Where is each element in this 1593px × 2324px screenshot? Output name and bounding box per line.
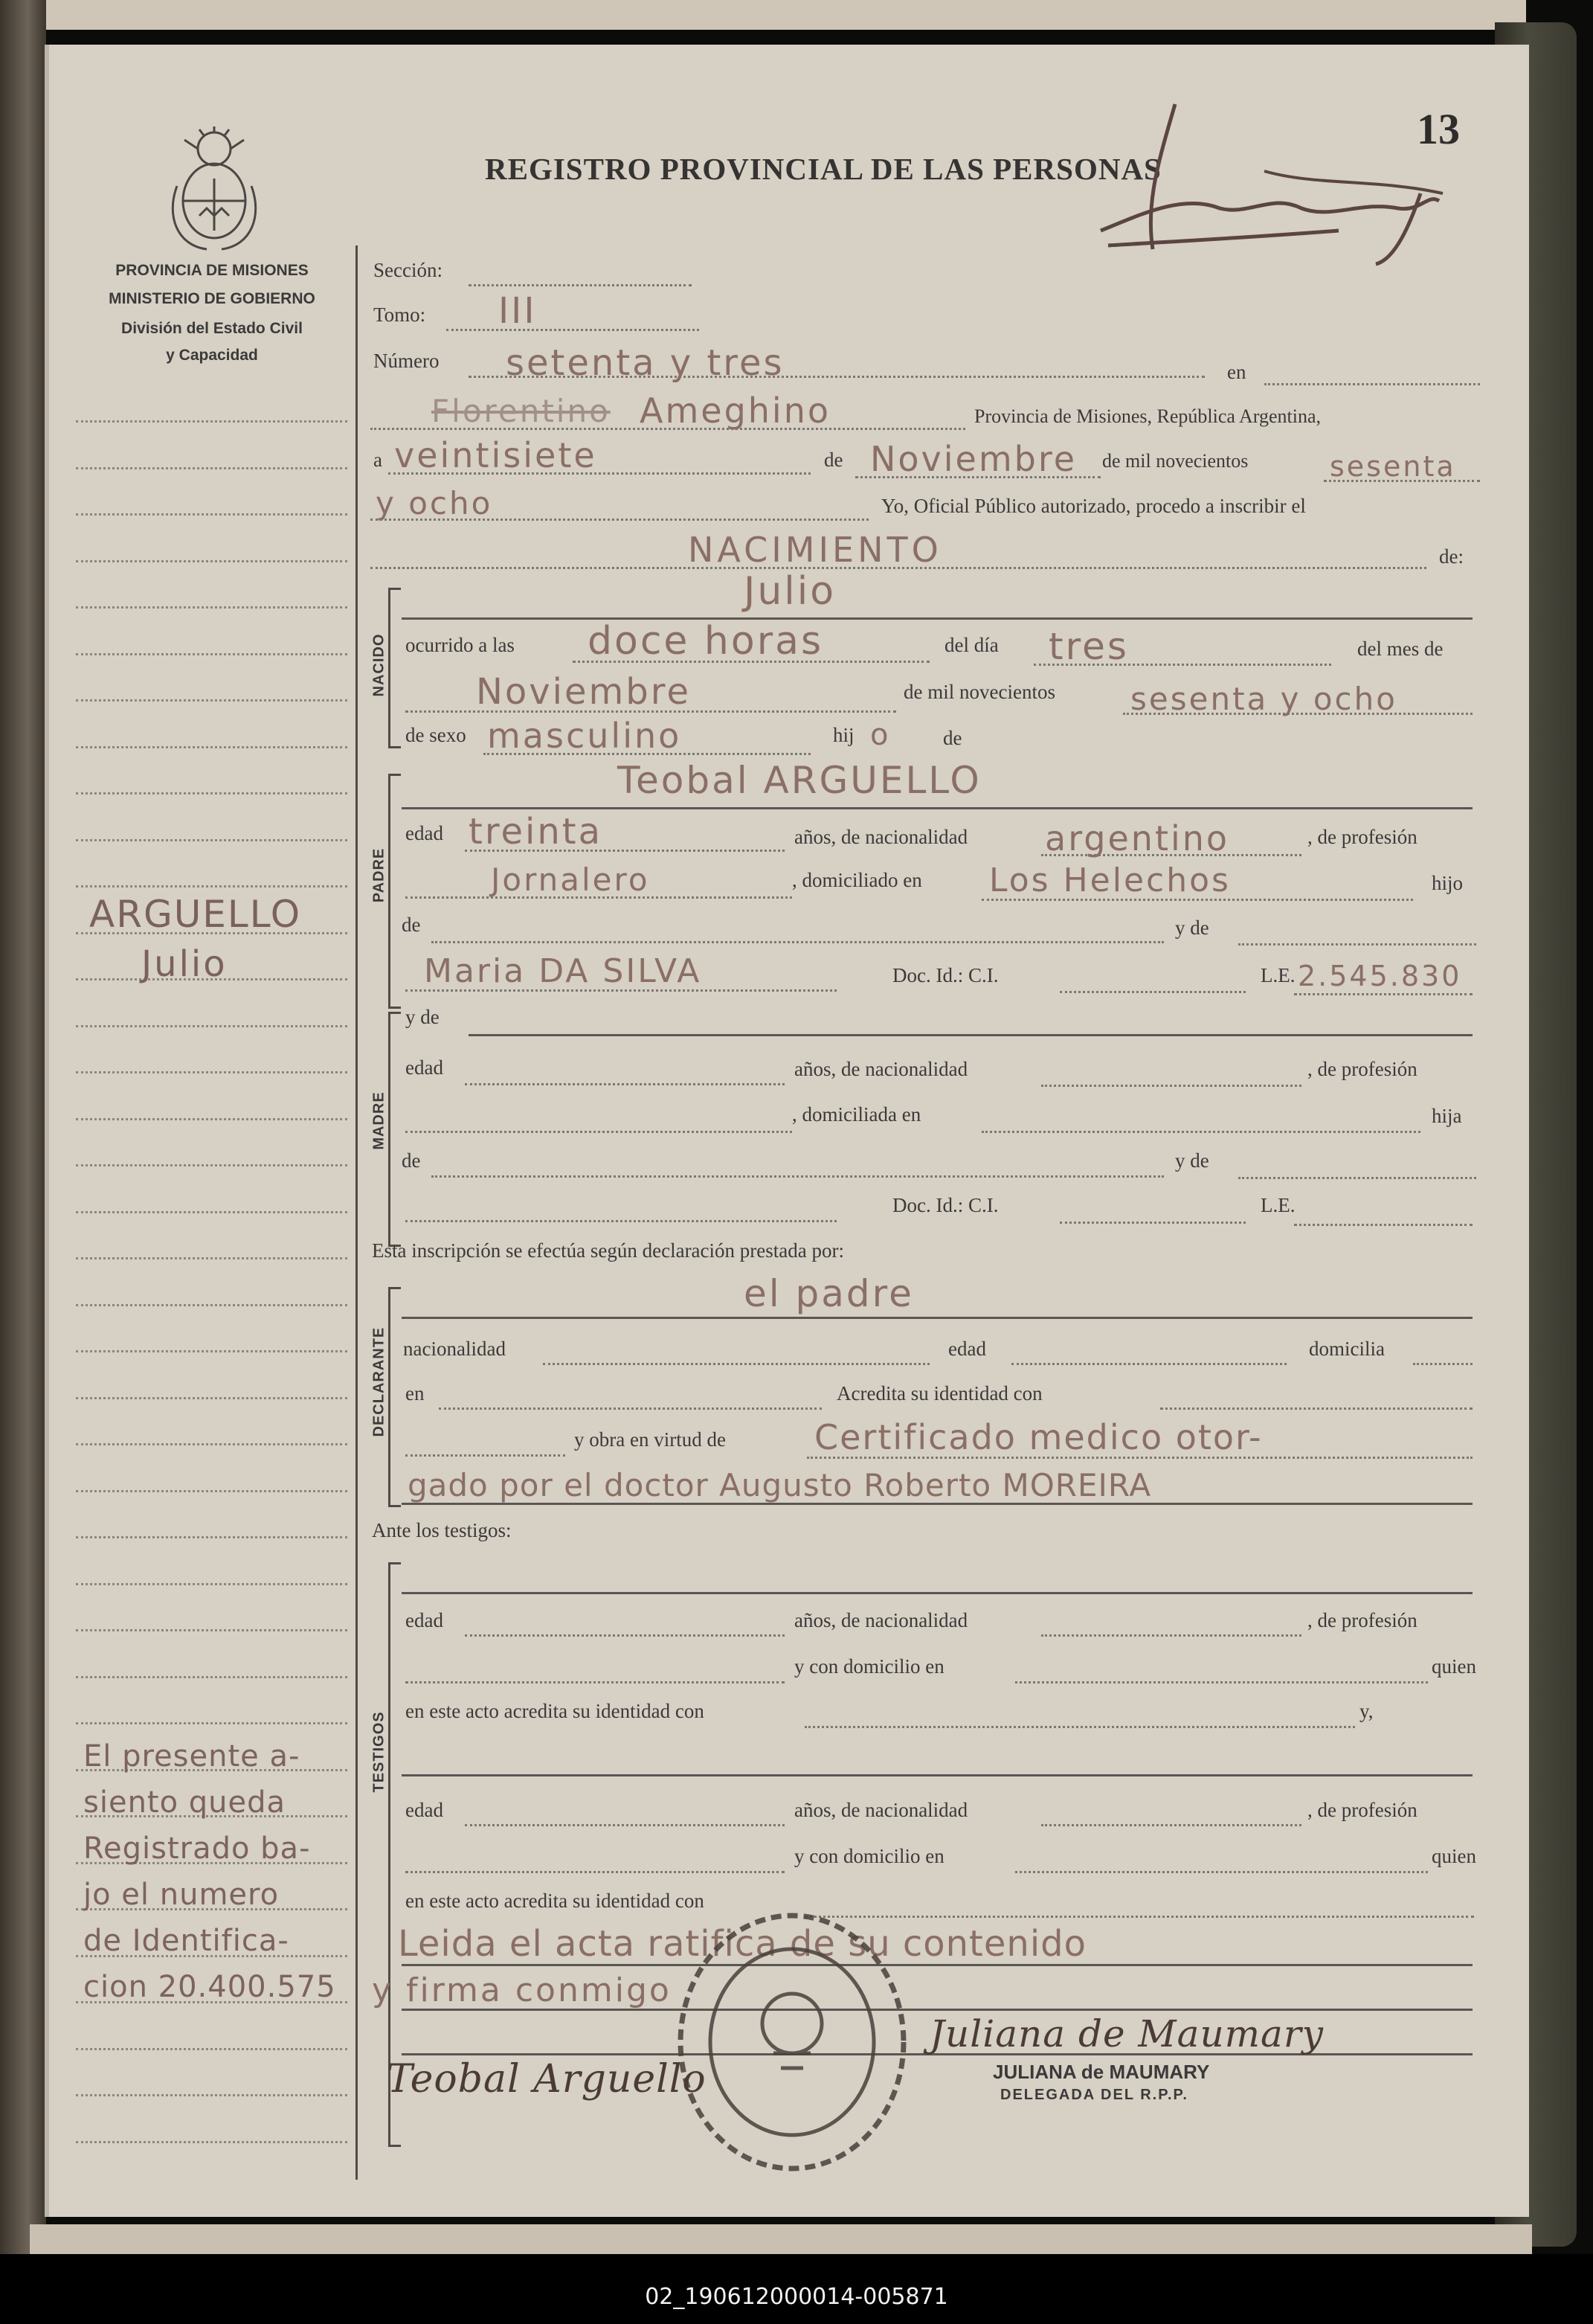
- page-number: 13: [1417, 105, 1460, 153]
- side-label-testigos: TESTIGOS: [370, 1711, 387, 1793]
- label-y-de-madre: y de: [405, 1006, 440, 1028]
- page-edge-bottom: [30, 2224, 1532, 2254]
- value-mes-nac: Noviembre: [476, 671, 691, 713]
- field-madre-extra: [405, 1220, 837, 1222]
- margin-rule: [76, 1397, 347, 1399]
- margin-rule: [76, 1071, 347, 1073]
- label-doc-id-madre: Doc. Id.: C.I.: [892, 1194, 999, 1216]
- label-acredita-decl: Acredita su identidad con: [837, 1382, 1043, 1405]
- field-dom-madre: [982, 1131, 1420, 1133]
- field-le-madre: [1294, 1224, 1473, 1226]
- field-dom-t1: [1015, 1681, 1428, 1683]
- field-tomo: [446, 329, 699, 331]
- nacido-bracket: [388, 588, 401, 748]
- padre-name-line: [402, 807, 1473, 809]
- label-hijo-padre: hijo: [1432, 872, 1464, 894]
- value-padre-dom: Los Helechos: [989, 861, 1231, 899]
- label-le-padre: L.E.: [1261, 964, 1296, 986]
- field-ci-madre: [1060, 1222, 1246, 1224]
- field-abuelo: [431, 941, 1164, 943]
- margin-rule: [76, 1536, 347, 1538]
- label-testigos: Ante los testigos:: [372, 1519, 512, 1541]
- declarante-name-line: [402, 1317, 1473, 1319]
- label-domicilia-decl: domicilia: [1309, 1338, 1385, 1360]
- value-dia: tres: [1049, 625, 1129, 668]
- page-title: REGISTRO PROVINCIAL DE LAS PERSONAS: [485, 152, 1162, 186]
- label-prof-t1: , de profesión: [1307, 1609, 1417, 1631]
- round-seal-icon: [669, 1904, 915, 2180]
- label-a: a: [373, 449, 382, 471]
- label-numero: Número: [373, 350, 440, 372]
- value-hora: doce horas: [588, 619, 824, 664]
- label-de-mes: de: [824, 449, 843, 471]
- field-obra-pre: [405, 1454, 565, 1457]
- field-dom-t2: [1015, 1871, 1428, 1873]
- margin-note-line: Registrado ba-: [83, 1832, 311, 1866]
- margin-name: Julio: [141, 943, 228, 985]
- margin-note: [83, 1733, 336, 2010]
- value-localidad-struck: Florentino: [431, 393, 611, 429]
- margin-rule: [76, 1583, 347, 1585]
- label-anos-t2: años, de nacionalidad: [794, 1799, 968, 1821]
- margin-rule: [76, 513, 347, 516]
- label-declaracion: Esta inscripción se efectúa según declaración prestada por:: [372, 1239, 844, 1262]
- label-y-de-abuela: y de: [1175, 917, 1209, 939]
- label-en: en: [1227, 361, 1246, 383]
- value-localidad: Ameghino: [640, 391, 831, 431]
- field-prof-t1: [405, 1681, 785, 1683]
- field-abuela-m: [1238, 1177, 1476, 1179]
- label-de-colon: de:: [1439, 545, 1464, 568]
- value-cierre-2: y firma conmigo: [372, 1971, 672, 2009]
- label-acto-t1: en este acto acredita su identidad con: [405, 1700, 704, 1722]
- label-del-dia: del día: [944, 634, 999, 656]
- authority-line-1: PROVINCIA DE MISIONES: [115, 262, 309, 279]
- side-label-madre: MADRE: [370, 1091, 387, 1150]
- side-label-declarante: DECLARANTE: [370, 1326, 387, 1437]
- label-obra: y obra en virtud de: [574, 1428, 726, 1451]
- coat-of-arms-icon: [162, 126, 266, 253]
- margin-note-line: cion 20.400.575: [83, 1970, 336, 2004]
- value-sexo: masculino: [487, 716, 682, 756]
- label-en-decl: en: [405, 1382, 425, 1405]
- margin-rule: [76, 1350, 347, 1352]
- page-edge-top: [46, 0, 1526, 30]
- label-dom-t1: y con domicilio en: [794, 1655, 944, 1678]
- field-seccion: [469, 284, 692, 286]
- field-edad-madre: [465, 1083, 785, 1085]
- padre-bracket: [388, 774, 401, 1009]
- label-provincia: Provincia de Misiones, República Argentina,: [974, 405, 1321, 427]
- value-ano-2: y ocho: [376, 485, 493, 521]
- field-nac-t2: [1041, 1824, 1301, 1826]
- field-edad-t1: [465, 1634, 785, 1637]
- testigo1-name-line: [402, 1592, 1473, 1594]
- testigo2-name-line: [402, 1774, 1473, 1776]
- label-prof-t2: , de profesión: [1307, 1799, 1417, 1821]
- stamp-name: JULIANA de MAUMARY: [993, 2061, 1210, 2083]
- stamp-title: DELEGADA DEL R.P.P.: [1000, 2087, 1188, 2103]
- label-sexo: de sexo: [405, 724, 466, 746]
- value-cierre-1: Leida el acta ratifica de su contenido: [398, 1923, 1087, 1965]
- side-label-padre: PADRE: [370, 847, 387, 903]
- field-ci-padre: [1060, 991, 1246, 993]
- label-le-madre: L.E.: [1261, 1194, 1296, 1216]
- label-tomo: Tomo:: [373, 304, 426, 326]
- label-edad-t2: edad: [405, 1799, 443, 1821]
- label-de-abuelo: de: [402, 914, 421, 936]
- label-edad-t1: edad: [405, 1609, 443, 1631]
- margin-rule: [76, 1025, 347, 1027]
- value-acto: NACIMIENTO: [688, 530, 942, 570]
- authority-line-2: MINISTERIO DE GOBIERNO: [109, 290, 315, 307]
- margin-rule: [76, 560, 347, 562]
- value-padre-nac: argentino: [1045, 818, 1230, 858]
- authority-line-4: y Capacidad: [166, 347, 258, 364]
- label-quien-t2: quien: [1432, 1845, 1476, 1867]
- margin-rule: [76, 885, 347, 887]
- label-acto-t2: en este acto acredita su identidad con: [405, 1890, 704, 1912]
- label-profesion-madre: , de profesión: [1307, 1058, 1417, 1080]
- label-anos-nac-madre: años, de nacionalidad: [794, 1058, 968, 1080]
- margin-note-line: jo el numero: [83, 1878, 280, 1912]
- authority-line-3: División del Estado Civil: [121, 320, 303, 337]
- label-de-mil-nov: de mil novecientos: [904, 681, 1055, 703]
- label-doc-id-padre: Doc. Id.: C.I.: [892, 964, 999, 986]
- signature-padre: Teobal Arguello: [387, 2057, 707, 2102]
- field-prof-t2: [405, 1871, 785, 1873]
- label-nacionalidad-decl: nacionalidad: [403, 1338, 506, 1360]
- margin-rule: [76, 746, 347, 748]
- value-hijo-suffix: o: [870, 718, 891, 752]
- book-binding: [0, 0, 46, 2254]
- margin-rule: [76, 1722, 347, 1724]
- madre-bracket: [388, 1012, 401, 1247]
- value-le: 2.545.830: [1298, 960, 1462, 992]
- margin-rule: [76, 699, 347, 702]
- value-madre: Maria DA SILVA: [424, 952, 702, 990]
- label-y-t1: y,: [1359, 1700, 1374, 1722]
- label-domiciliada: , domiciliada en: [792, 1103, 921, 1126]
- label-ocurrido: ocurrido a las: [405, 634, 515, 656]
- margin-rule: [76, 1304, 347, 1306]
- value-obra-1: Certificado medico otor-: [814, 1417, 1263, 1457]
- value-dia-letras: veintisiete: [394, 435, 597, 475]
- margin-rule: [76, 653, 347, 655]
- margin-rule: [76, 792, 347, 795]
- field-abuelo-m: [431, 1175, 1164, 1178]
- margin-note-line: de Identifica-: [83, 1924, 289, 1958]
- margin-divider: [355, 245, 358, 2180]
- label-del-mes-de: del mes de: [1357, 638, 1444, 660]
- nacido-name-line: [402, 617, 1473, 620]
- margin-rule: [76, 2094, 347, 2096]
- label-dom-t2: y con domicilio en: [794, 1845, 944, 1867]
- label-edad-decl: edad: [948, 1338, 986, 1360]
- field-acto-t1: [805, 1726, 1355, 1728]
- margin-rule: [76, 1676, 347, 1678]
- label-de-abuelo-m: de: [402, 1149, 421, 1172]
- field-dom-decl-end: [1413, 1363, 1473, 1365]
- label-domiciliado: , domiciliado en: [792, 869, 922, 891]
- margin-rule: [76, 606, 347, 609]
- field-nac-madre: [1041, 1085, 1301, 1087]
- margin-rule: [76, 2048, 347, 2050]
- label-hija: hija: [1432, 1105, 1462, 1127]
- field-acredita-decl: [1160, 1407, 1473, 1410]
- value-padre-prof: Jornalero: [491, 861, 650, 898]
- label-quien-t1: quien: [1432, 1655, 1476, 1678]
- label-oficial: Yo, Oficial Público autorizado, procedo a inscribir el: [881, 495, 1306, 517]
- value-nombre: Julio: [744, 569, 837, 614]
- margin-rule: [76, 839, 347, 841]
- field-nac-t1: [1041, 1634, 1301, 1637]
- field-edad-t2: [465, 1824, 785, 1826]
- field-en-decl: [439, 1407, 822, 1410]
- field-abuela: [1238, 943, 1476, 946]
- label-edad-padre: edad: [405, 822, 443, 844]
- margin-rule: [76, 2141, 347, 2143]
- filename-label: 02_190612000014-005871: [645, 2284, 948, 2310]
- declarante-bracket: [388, 1287, 401, 1507]
- field-le-padre: [1294, 993, 1473, 995]
- margin-rule: [76, 467, 347, 469]
- margin-rule: [76, 1629, 347, 1631]
- margin-note-line: El presente a-: [83, 1739, 300, 1774]
- label-anos-nac-padre: años, de nacionalidad: [794, 826, 968, 848]
- label-edad-madre: edad: [405, 1056, 443, 1079]
- margin-rule: [76, 1490, 347, 1492]
- label-de-mil: de mil novecientos: [1102, 450, 1249, 472]
- margin-rule: [76, 1211, 347, 1213]
- value-ano-1: sesenta: [1330, 450, 1456, 483]
- label-de-padre: de: [943, 727, 962, 749]
- label-hijo: hij: [833, 724, 855, 746]
- value-padre-edad: treinta: [469, 811, 603, 853]
- margin-surname: ARGUELLO: [89, 893, 302, 936]
- signature-oficial: Juliana de Maumary: [930, 2012, 1325, 2055]
- margin-note-line: siento queda: [83, 1785, 286, 1820]
- field-nac-decl: [543, 1363, 930, 1365]
- margin-rule: [76, 1164, 347, 1166]
- field-edad-decl: [1011, 1363, 1287, 1365]
- margin-rule: [76, 1257, 347, 1259]
- field-en: [1264, 383, 1480, 385]
- value-padre: Teobal ARGUELLO: [617, 759, 982, 802]
- header-signature: [1093, 89, 1465, 268]
- margin-rule: [76, 1443, 347, 1445]
- margin-rule: [76, 420, 347, 423]
- value-mes: Noviembre: [870, 439, 1078, 479]
- value-declarante: el padre: [744, 1272, 914, 1315]
- value-numero: setenta y tres: [506, 342, 785, 384]
- madre-name-line: [469, 1034, 1473, 1036]
- field-prof-madre: [405, 1131, 792, 1133]
- label-anos-t1: años, de nacionalidad: [794, 1609, 968, 1631]
- value-ano-nac: sesenta y ocho: [1130, 681, 1397, 717]
- label-y-de-abuela-m: y de: [1175, 1149, 1209, 1172]
- value-obra-2: gado por el doctor Augusto Roberto MOREIRA: [408, 1467, 1152, 1503]
- label-seccion: Sección:: [373, 259, 442, 281]
- side-label-nacido: NACIDO: [370, 633, 387, 697]
- value-tomo: III: [498, 290, 537, 332]
- margin-rule: [76, 1118, 347, 1120]
- label-profesion-padre: , de profesión: [1307, 826, 1417, 848]
